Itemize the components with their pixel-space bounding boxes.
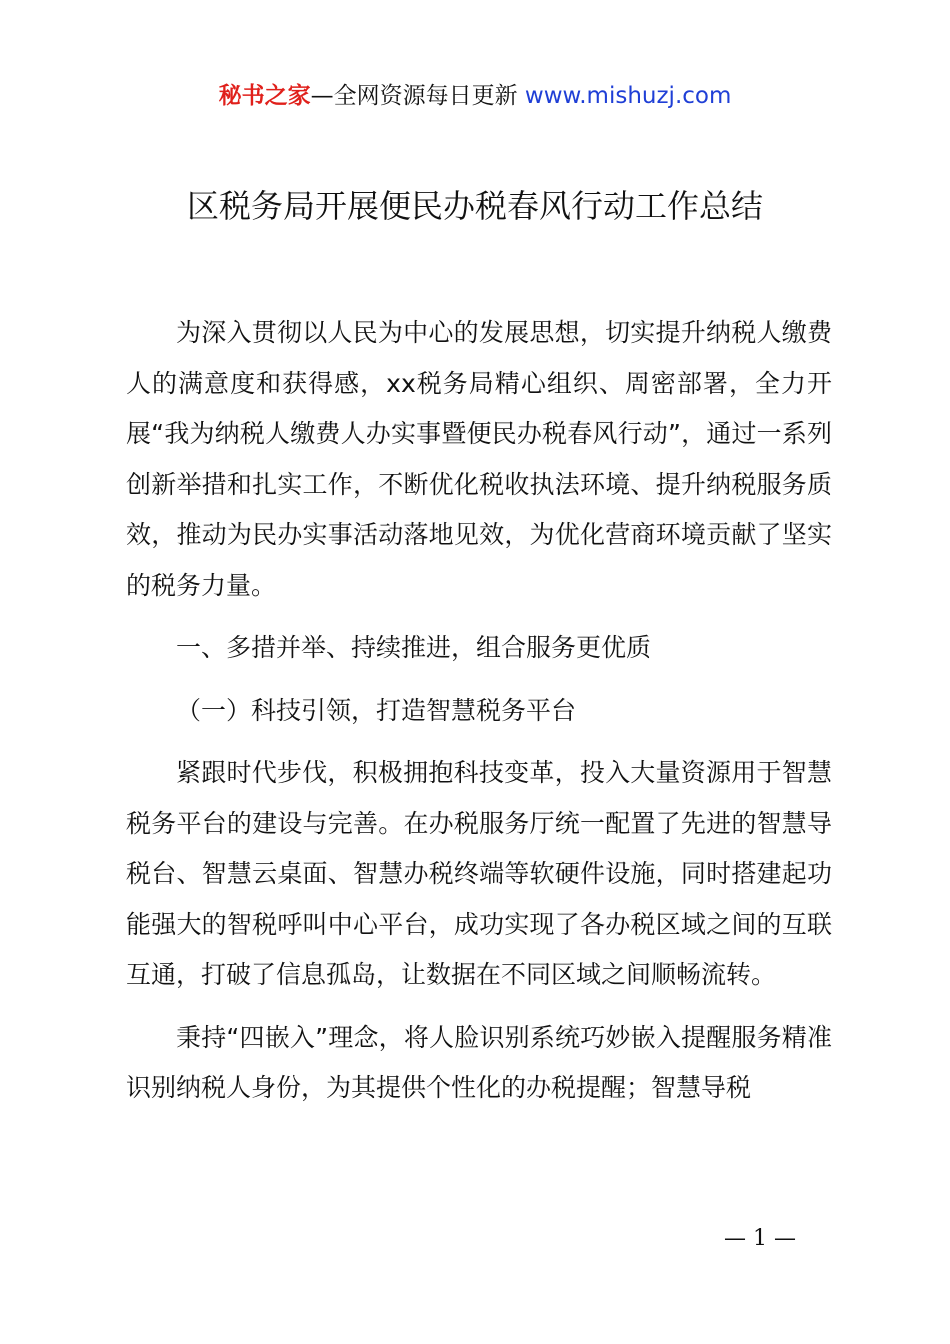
site-header bbox=[0, 80, 950, 112]
intro-paragraph: 为深入贯彻以人民为中心的发展思想，切实提升纳税人缴费人的满意度和获得感，xx税务局精心组织、周密部署，全力开展“我为纳税人缴费人办实事暨便民办税春风行动”，通过一系列创新举措和扎实工作，不断优化税收执法环境、提升纳税服务质效，推动为民办实事活动落地见效，为优化营商环境贡献了坚实的税务力量。 bbox=[126, 318, 832, 600]
site-brand: 秘书之家 bbox=[218, 83, 311, 109]
section-heading: 一、多措并举、持续推进，组合服务更优质 bbox=[176, 633, 652, 662]
body-paragraph: 秉持“四嵌入”理念，将人脸识别系统巧妙嵌入提醒服务精准识别纳税人身份，为其提供个性化的办税提醒；智慧导税 bbox=[126, 1022, 832, 1102]
site-url-link[interactable]: www.mishuzj.com bbox=[524, 83, 732, 109]
document-title: 区税务局开展便民办税春风行动工作总结 bbox=[186, 187, 763, 225]
body-paragraph: 紧跟时代步伐，积极拥抱科技变革，投入大量资源用于智慧税务平台的建设与完善。在办税服务厅统一配置了先进的智慧导税台、智慧云桌面、智慧办税终端等软硬件设施，同时搭建起功能强大的智税呼叫中心平台，成功实现了各办税区域之间的互联互通，打破了信息孤岛，让数据在不同区域之间顺畅流转。 bbox=[126, 758, 832, 989]
page-number: — 1 — bbox=[724, 1226, 796, 1251]
subsection-heading: （一）科技引领，打造智慧税务平台 bbox=[176, 695, 577, 725]
site-tagline: —全网资源每日更新 bbox=[310, 83, 518, 109]
document-body bbox=[126, 308, 832, 1114]
